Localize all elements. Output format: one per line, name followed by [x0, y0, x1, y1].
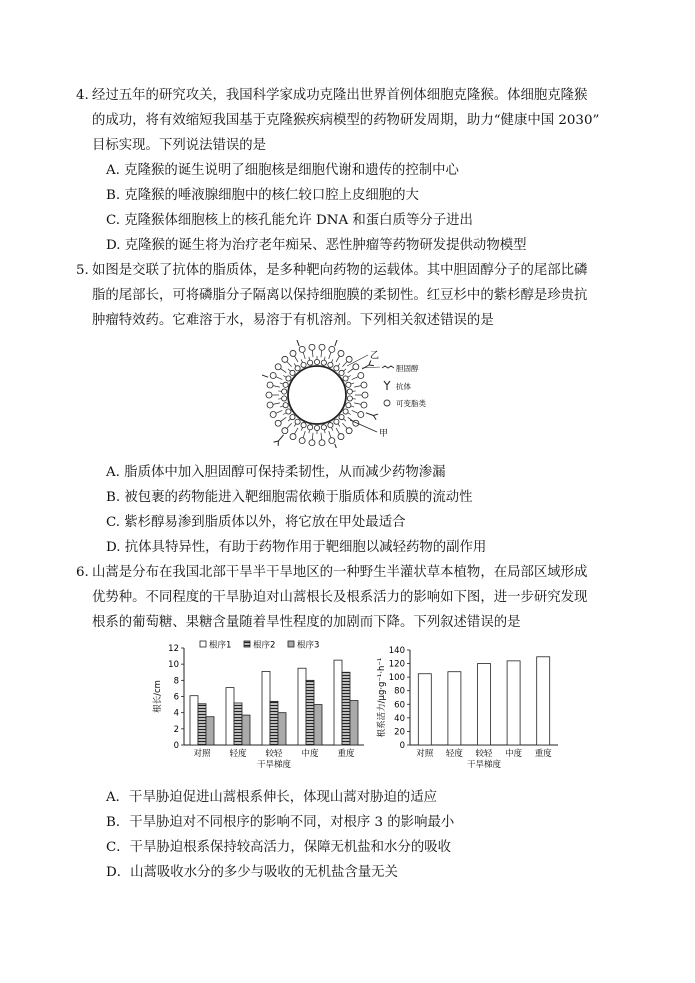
option-b: B. 克隆猴的唾液腺细胞中的核仁较口腔上皮细胞的大: [106, 188, 419, 203]
lipid-head: [346, 403, 351, 408]
y-tick-label: 120: [388, 659, 405, 670]
bar: [226, 688, 234, 745]
lipid-head: [329, 438, 335, 444]
lipid-tail: [283, 376, 286, 378]
lipid-tail: [343, 419, 346, 421]
y-tick-label: 12: [168, 644, 179, 654]
bar: [262, 671, 270, 745]
lipid-head: [290, 350, 296, 356]
lipid-tail: [309, 357, 310, 360]
lipid-head: [282, 428, 288, 434]
lipid-tail: [276, 377, 282, 380]
antibody-stem: [362, 365, 369, 369]
y-tick-label: 100: [388, 673, 405, 684]
lipid-head: [361, 402, 367, 408]
lipid-head: [309, 440, 315, 446]
lipid-tail: [287, 362, 292, 367]
lipid-tail: [280, 406, 283, 407]
lipid-tail: [301, 359, 302, 362]
lipid-tail: [321, 350, 322, 357]
liposome-legend: [382, 363, 426, 408]
lipid-head: [347, 389, 352, 394]
bar: [190, 696, 198, 745]
x-tick-label: 较轻: [265, 749, 283, 759]
lipid-tail: [312, 433, 313, 440]
y-tick-label: 20: [394, 727, 405, 738]
option-c: C. 紫杉醇易渗到脂质体以外，将它放在甲处最适合: [106, 515, 406, 530]
lipid-head: [283, 382, 288, 387]
lipid-head: [321, 360, 326, 365]
lipid-tail: [331, 427, 332, 430]
root-length-chart: [150, 638, 375, 778]
question-text-line: 山蒿是分布在我国北部干旱半干旱地区的一种野生半灌状草本植物，在局部区域形成: [92, 565, 588, 580]
x-tick-label: 对照: [416, 749, 434, 759]
x-tick-label: 轻度: [229, 749, 247, 759]
bar: [342, 672, 350, 745]
legend-label: 根序2: [253, 640, 276, 651]
question-number: 5.: [76, 263, 89, 278]
y-tick-label: 6: [173, 692, 179, 703]
lipid-tail: [351, 406, 354, 407]
lipid-head: [347, 396, 352, 401]
y-axis-label: 根长/cm: [153, 680, 163, 713]
question-text-line: 脂的尾部长，可将磷脂分子隔离以保持细胞膜的柔韧性。红豆杉中的紫杉醇是珍贵抗: [92, 288, 588, 303]
question-text-line: 如图是交联了抗体的脂质体，是多种靶向药物的运载体。其中胆固醇分子的尾部比磷: [92, 263, 588, 278]
question-text-line: 优势种。不同程度的干旱胁迫对山蒿根长及根系活力的影响如下图，进一步研究发现: [92, 590, 588, 605]
lipid-head: [295, 419, 300, 424]
lipid-tail: [273, 403, 280, 404]
lipid-head: [309, 344, 315, 350]
bar: [270, 701, 278, 745]
option-a: A. 脂质体中加入胆固醇可保持柔韧性，从而减少药物渗漏: [106, 465, 446, 480]
y-tick-label: 60: [394, 700, 405, 711]
lipid-tail: [273, 386, 280, 387]
question-number: 4.: [76, 88, 89, 103]
lipid-tail: [352, 377, 358, 380]
lipid-head: [343, 376, 348, 381]
antibody-arm: [274, 441, 279, 442]
lipid-head: [346, 356, 352, 362]
y-tick-label: 2: [173, 724, 179, 735]
lipid-head: [334, 419, 339, 424]
legend-antibody: 抗体: [396, 382, 411, 391]
lipid-head: [319, 344, 325, 350]
antibody-icon: [384, 381, 390, 390]
lipid-head: [346, 382, 351, 387]
lipid-tail: [295, 356, 299, 362]
lipid-head: [275, 420, 281, 426]
lipid-tail: [342, 362, 347, 367]
lipid-tail: [352, 410, 358, 413]
option-b: B．干旱胁迫对不同根序的影响不同，对根序 3 的影响最小: [106, 815, 455, 830]
question-text-line: 目标实现。下列说法错误的是: [92, 138, 267, 153]
legend-swatch: [200, 641, 206, 647]
lipid-head: [286, 376, 291, 381]
antibody-arm: [373, 416, 376, 420]
lipid-head: [361, 382, 367, 388]
question-text-line: 经过五年的研究攻关，我国科学家成功克隆出世界首例体细胞克隆猴。体细胞克隆猴: [92, 88, 588, 103]
inner-membrane-ring: [288, 366, 346, 424]
lipid-head: [295, 366, 300, 371]
bar: [234, 703, 242, 745]
lipid-tail: [348, 413, 351, 415]
lipid-head: [353, 364, 359, 370]
lipid-head: [338, 434, 344, 440]
legend-swatch: [244, 641, 250, 647]
x-axis-label: 干旱梯度: [256, 760, 292, 770]
bar: [298, 668, 306, 745]
lipid-tail: [294, 424, 296, 427]
lipid-head: [301, 362, 306, 367]
lipid-tail: [321, 433, 322, 440]
y-tick-label: 0: [399, 741, 405, 751]
x-tick-label: 重度: [534, 749, 552, 759]
lipid-tail: [281, 417, 287, 421]
option-d: D. 抗体具特异性，有助于药物作用于靶细胞以减轻药物的副作用: [106, 540, 487, 555]
x-tick-label: 重度: [337, 749, 355, 759]
option-a: A. 克隆猴的诞生说明了细胞核是细胞代谢和遗传的控制中心: [106, 163, 459, 178]
lipid-head: [270, 372, 276, 378]
y-tick-label: 80: [394, 686, 405, 697]
x-axis-label: 干旱梯度: [466, 760, 502, 770]
lipid-head: [282, 389, 287, 394]
bar: [537, 657, 550, 745]
lipid-head: [358, 412, 364, 418]
legend-label: 根序1: [209, 640, 232, 651]
bar: [242, 715, 250, 745]
lipid-tail: [281, 369, 287, 373]
legend-lipid: 可变脂类: [396, 399, 426, 408]
lipid-head: [301, 423, 306, 428]
lipid-tail: [303, 431, 305, 438]
lipid-tail: [324, 357, 325, 360]
lipid-icon: [384, 400, 390, 406]
antibody-arm: [369, 365, 374, 366]
lipid-tail: [348, 376, 351, 378]
lipid-head: [343, 409, 348, 414]
lipid-tail: [312, 350, 313, 357]
lipid-head: [362, 392, 368, 398]
lipid-tail: [351, 383, 354, 384]
y-tick-label: 40: [394, 713, 405, 724]
bar: [478, 664, 491, 745]
lipid-tail: [338, 363, 340, 366]
lipid-head: [308, 425, 313, 430]
x-tick-label: 中度: [301, 749, 319, 759]
lipid-tail: [276, 410, 282, 413]
liposome-diagram: [262, 340, 380, 448]
option-a: A．干旱胁迫促进山蒿根系伸长，体现山蒿对胁迫的适应: [106, 790, 438, 805]
lipid-head: [319, 440, 325, 446]
lipid-head: [358, 372, 364, 378]
question-text-line: 的成功，将有效缩短我国基于克隆猴疾病模型的药物研发周期，助力“健康中国 2030”: [92, 113, 600, 128]
lipid-tail: [280, 383, 283, 384]
y-tick-label: 0: [173, 741, 179, 751]
lipid-head: [321, 425, 326, 430]
x-tick-label: 较轻: [475, 749, 493, 759]
lipid-head: [328, 423, 333, 428]
lipid-head: [290, 434, 296, 440]
lipid-head: [328, 362, 333, 367]
lipid-head: [266, 392, 272, 398]
lipid-head: [334, 366, 339, 371]
cholesterol-icon: [382, 366, 394, 368]
y-tick-label: 4: [173, 708, 179, 719]
lipid-head: [346, 428, 352, 434]
bar: [418, 674, 431, 745]
option-c: C. 克隆猴体细胞核上的核孔能允许 DNA 和蛋白质等分子进出: [106, 213, 473, 228]
lipid-tail: [283, 413, 286, 415]
lipid-head: [299, 438, 305, 444]
lipid-head: [275, 364, 281, 370]
y-tick-label: 8: [173, 676, 179, 687]
legend-cholesterol: 胆固醇: [396, 364, 419, 373]
legend-swatch: [288, 641, 294, 647]
label-yi: 乙: [370, 351, 380, 361]
lipid-tail: [338, 424, 340, 427]
lipid-tail: [324, 430, 325, 433]
bar: [206, 717, 214, 745]
antibody-stem: [335, 340, 338, 346]
antibody-stem: [335, 444, 338, 448]
question-text-line: 肿瘤特效药。它难溶于水，易溶于有机溶剂。下列相关叙述错误的是: [92, 313, 494, 328]
lipid-tail: [309, 430, 310, 433]
legend-label: 根序3: [297, 640, 320, 651]
question-text-line: 根系的葡萄糖、果糖含量随着旱性程度的加剧而下降。下列叙述错误的是: [92, 615, 521, 630]
lipid-tail: [329, 431, 331, 438]
lipid-head: [338, 350, 344, 356]
label-jia: 甲: [379, 429, 389, 439]
antibody-stem: [278, 435, 283, 441]
lipid-head: [267, 382, 273, 388]
lipid-head: [314, 425, 319, 430]
lipid-tail: [301, 427, 302, 430]
lipid-tail: [342, 423, 347, 428]
lipid-head: [299, 346, 305, 352]
lipid-head: [283, 403, 288, 408]
lipid-tail: [336, 428, 340, 434]
x-tick-label: 轻度: [445, 749, 463, 759]
lipid-tail: [303, 352, 305, 359]
question-number: 6.: [76, 565, 89, 580]
lipid-head: [270, 412, 276, 418]
lipid-tail: [354, 403, 361, 404]
antibody-arm: [369, 360, 371, 365]
lipid-tail: [288, 419, 291, 421]
antibody-stem: [262, 374, 268, 377]
liposome-figure: [262, 340, 462, 448]
x-tick-label: 中度: [505, 749, 523, 759]
lipid-tail: [294, 363, 296, 366]
bar: [314, 705, 322, 745]
option-b: B. 被包裹的药物能进入靶细胞需依赖于脂质体和质膜的流动性: [106, 490, 473, 505]
lipid-tail: [348, 369, 354, 373]
y-tick-label: 10: [168, 660, 179, 671]
bar: [507, 661, 520, 745]
bar: [278, 713, 286, 745]
x-tick-label: 对照: [193, 749, 211, 759]
lipid-tail: [343, 369, 346, 371]
bar: [334, 660, 342, 745]
lipid-tail: [287, 423, 292, 428]
bar: [198, 704, 206, 745]
bar: [350, 701, 358, 745]
lipid-tail: [295, 428, 299, 434]
lipid-head: [314, 359, 319, 364]
lipid-tail: [331, 359, 332, 362]
option-d: D. 克隆猴的诞生将为治疗老年痴呆、恶性肿瘤等药物研发提供动物模型: [106, 238, 527, 253]
lipid-head: [286, 409, 291, 414]
lipid-head: [329, 346, 335, 352]
option-d: D．山蒿吸收水分的多少与吸收的无机盐含量无关: [106, 865, 398, 880]
y-tick-label: 140: [388, 646, 405, 656]
root-activity-chart: [372, 638, 572, 778]
bar: [448, 672, 461, 745]
option-c: C．干旱胁迫根系保持较高活力，保障无机盐和水分的吸收: [106, 840, 452, 855]
lipid-head: [267, 402, 273, 408]
antibody-stem: [296, 340, 299, 346]
lipid-tail: [336, 356, 340, 362]
antibody-stem: [366, 413, 374, 416]
y-axis-label: 根系活力/μg·g⁻¹·h⁻¹: [377, 657, 387, 738]
lipid-head: [282, 356, 288, 362]
lipid-tail: [354, 386, 361, 387]
lipid-tail: [288, 369, 291, 371]
lipid-tail: [329, 352, 331, 359]
lipid-head: [282, 396, 287, 401]
bar: [306, 680, 314, 745]
antibody-arm: [373, 414, 378, 415]
lipid-head: [308, 360, 313, 365]
